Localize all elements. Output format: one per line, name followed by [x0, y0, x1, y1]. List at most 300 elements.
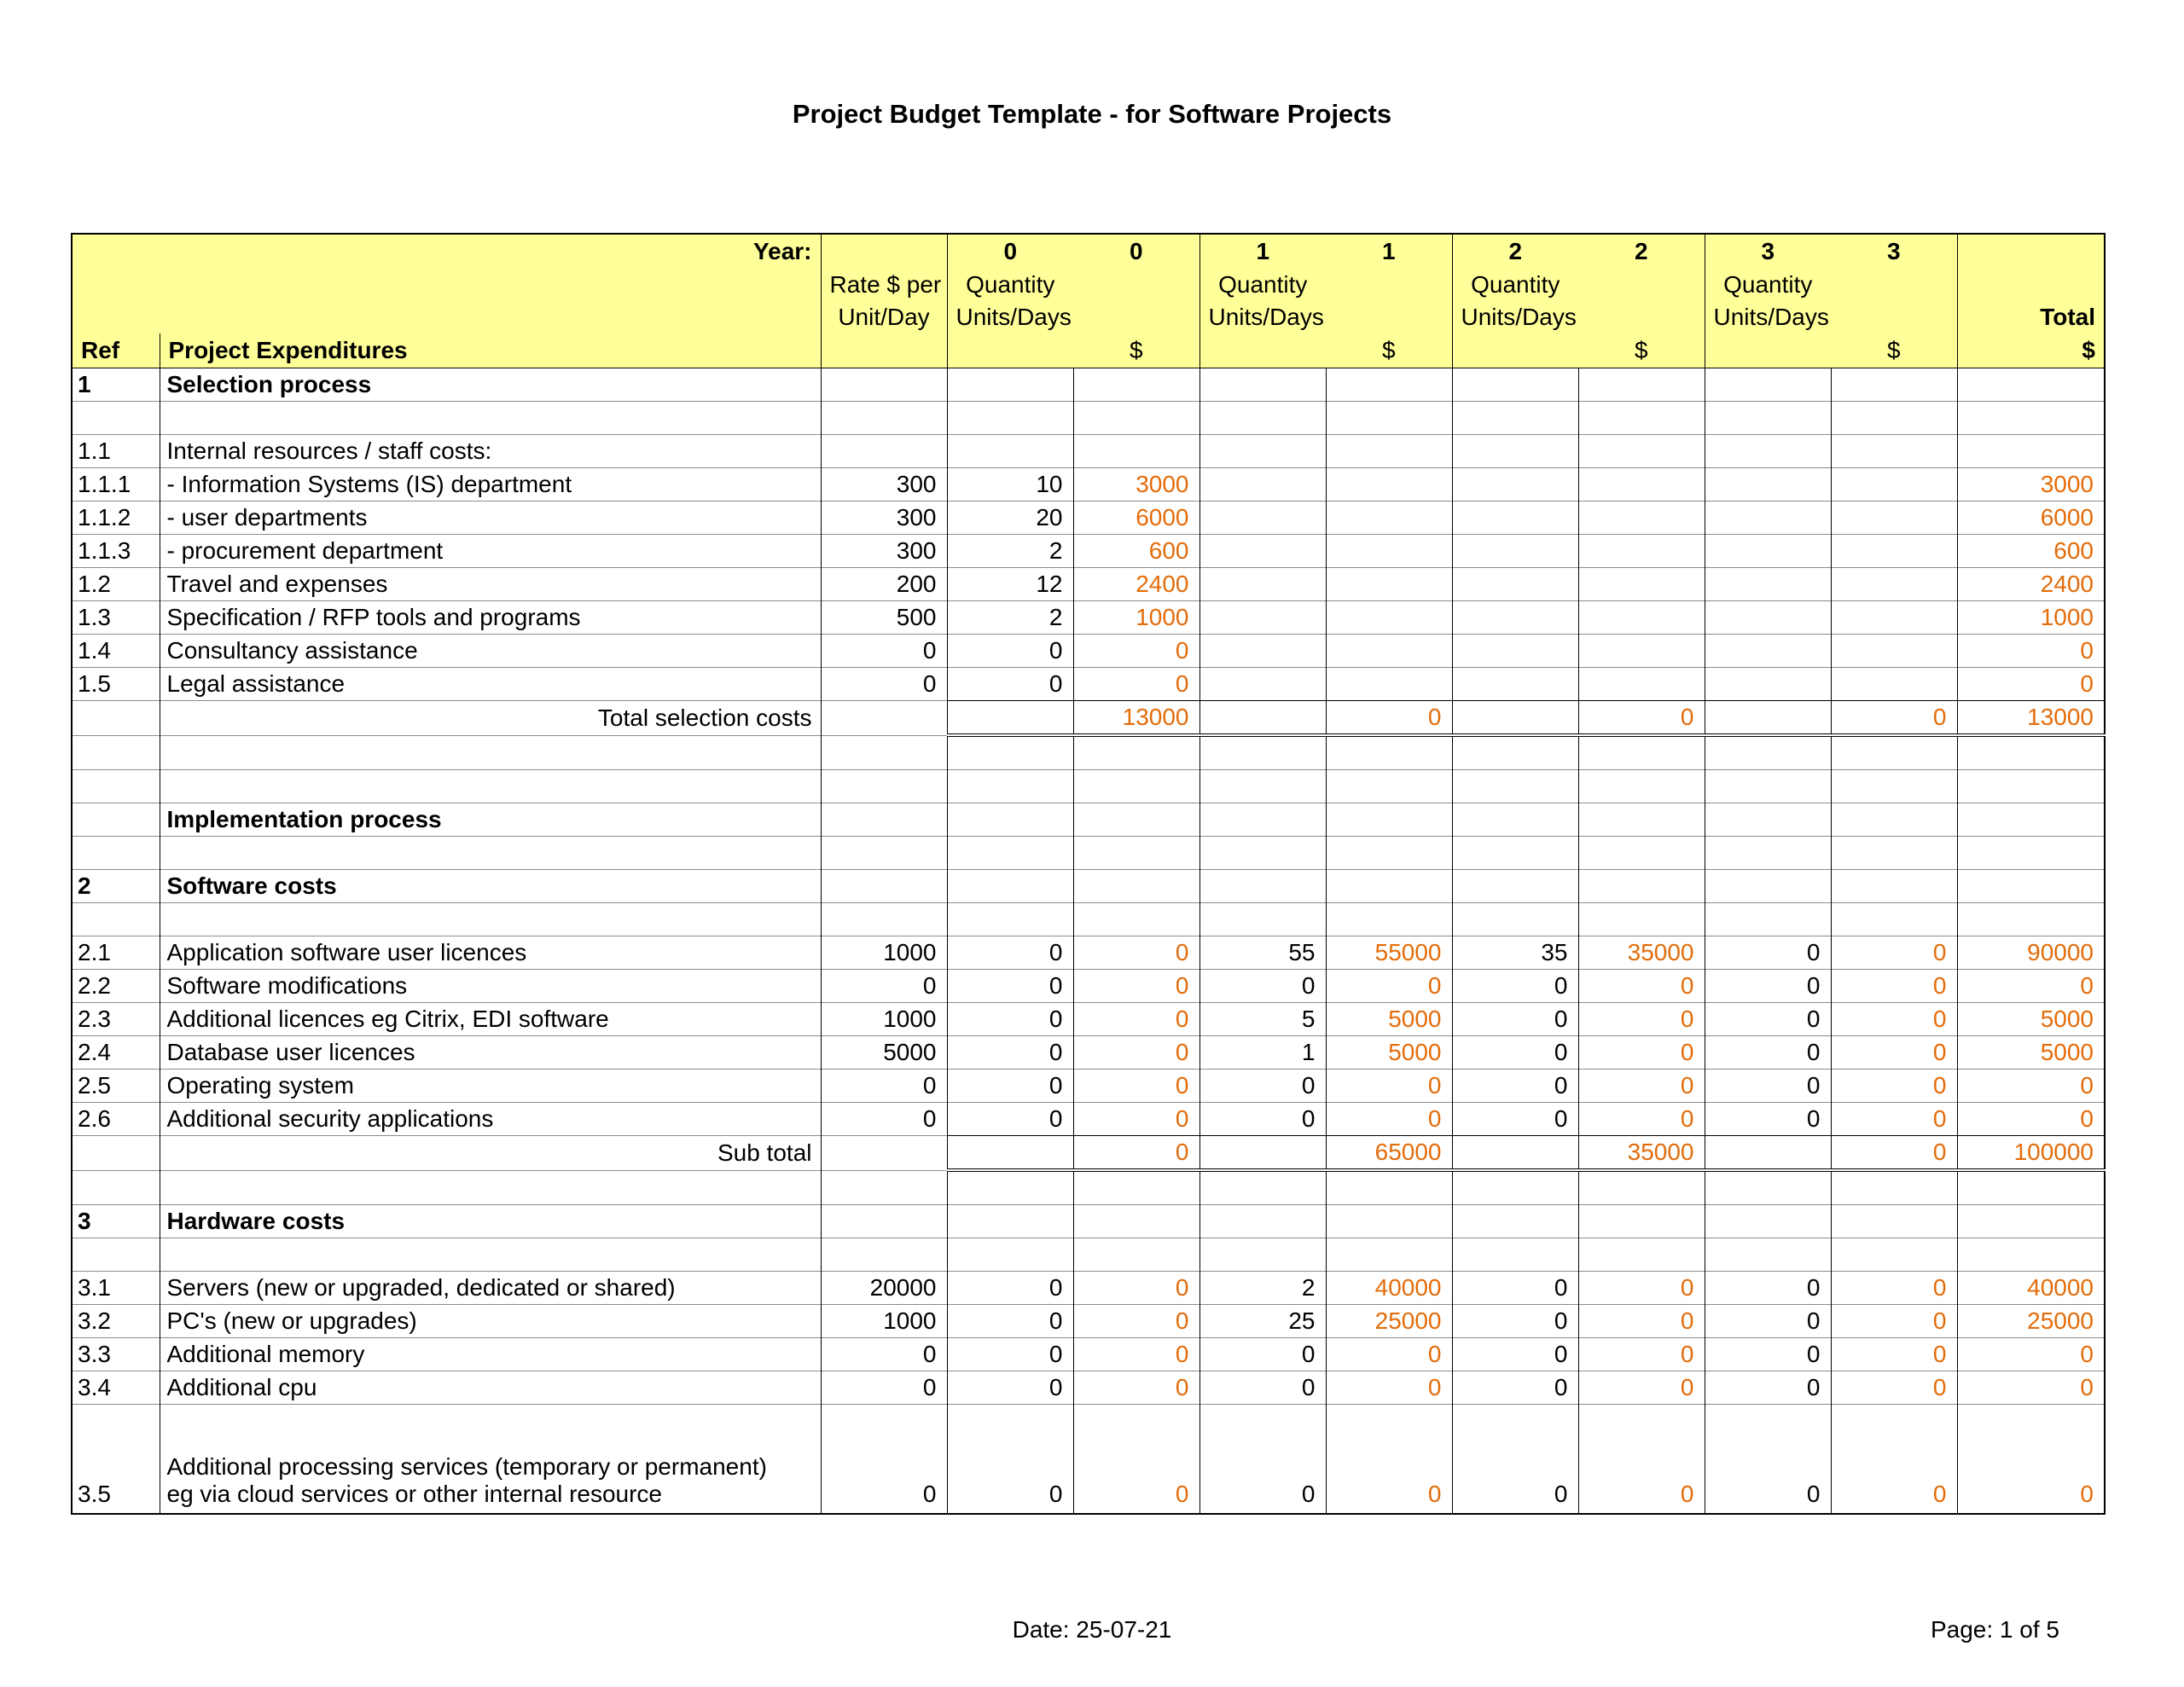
qty-cell: 0: [947, 635, 1073, 668]
amount-cell: [1831, 770, 1957, 803]
total-cell: [1957, 1170, 2105, 1205]
total-dollar-header: $: [1957, 333, 2105, 368]
amount-cell: [1831, 903, 1957, 936]
units-days-header: Units/Days: [1705, 301, 1831, 333]
year-3: 3: [1705, 234, 1831, 269]
qty-cell: 2: [947, 535, 1073, 568]
qty-cell: [1452, 803, 1578, 837]
amount-cell: 3000: [1073, 468, 1199, 501]
qty-cell: 55: [1199, 936, 1326, 970]
header-row-rate-qty: [72, 269, 2105, 301]
rate-cell: [821, 837, 947, 870]
row-ref: [72, 803, 160, 837]
header-spacer: [1073, 269, 1199, 301]
amount-cell: 0: [1073, 1338, 1199, 1371]
amount-cell: [1831, 601, 1957, 635]
total-cell: 2400: [1957, 568, 2105, 601]
total-cell: [1957, 837, 2105, 870]
row-name: Operating system: [160, 1070, 821, 1103]
qty-cell: 0: [1705, 1338, 1831, 1371]
amount-cell: 0: [1073, 1371, 1199, 1405]
amount-cell: [1326, 803, 1452, 837]
amount-cell: [1831, 468, 1957, 501]
qty-cell: 0: [1452, 970, 1578, 1003]
qty-cell: 0: [1452, 1103, 1578, 1136]
amount-cell: 0: [1578, 1103, 1705, 1136]
qty-cell: [947, 735, 1073, 770]
row-ref: 1.2: [72, 568, 160, 601]
row-ref: 3.5: [72, 1405, 160, 1515]
amount-cell: 5000: [1326, 1003, 1452, 1036]
table-row: [72, 701, 2105, 736]
amount-cell: [1578, 668, 1705, 701]
qty-cell: [1199, 903, 1326, 936]
table-row: [72, 601, 2105, 635]
amount-cell: [1578, 1205, 1705, 1238]
total-cell: 5000: [1957, 1036, 2105, 1070]
amount-cell: [1578, 501, 1705, 535]
qty-cell: 0: [947, 1305, 1073, 1338]
qty-cell: 0: [1705, 936, 1831, 970]
amount-cell: [1326, 568, 1452, 601]
amount-cell: 0: [1831, 1305, 1957, 1338]
qty-cell: 2: [1199, 1272, 1326, 1305]
rate-header: Rate $ per: [821, 269, 947, 301]
qty-cell: 0: [1452, 1003, 1578, 1036]
year-2: 2: [1578, 234, 1705, 269]
budget-table-header: [72, 234, 2105, 368]
amount-cell: [1578, 568, 1705, 601]
header-row-ref: [72, 333, 2105, 368]
qty-cell: [1705, 668, 1831, 701]
amount-cell: [1073, 735, 1199, 770]
amount-cell: 13000: [1073, 701, 1199, 736]
qty-cell: [1705, 870, 1831, 903]
qty-cell: 0: [1199, 970, 1326, 1003]
qty-cell: [1705, 601, 1831, 635]
header-spacer: [821, 333, 947, 368]
row-ref: 3.1: [72, 1272, 160, 1305]
rate-cell: 1000: [821, 1305, 947, 1338]
qty-cell: [1199, 770, 1326, 803]
amount-cell: [1578, 535, 1705, 568]
table-row: [72, 735, 2105, 770]
row-ref: 1.1: [72, 435, 160, 468]
qty-cell: [1452, 501, 1578, 535]
total-cell: 40000: [1957, 1272, 2105, 1305]
amount-cell: [1831, 435, 1957, 468]
row-name: Database user licences: [160, 1036, 821, 1070]
total-cell: 0: [1957, 668, 2105, 701]
row-name: Application software user licences: [160, 936, 821, 970]
amount-cell: 0: [1831, 1272, 1957, 1305]
amount-cell: 0: [1578, 970, 1705, 1003]
amount-cell: [1831, 568, 1957, 601]
year-1: 1: [1326, 234, 1452, 269]
amount-cell: [1073, 402, 1199, 435]
amount-cell: [1326, 770, 1452, 803]
row-name: Additional cpu: [160, 1371, 821, 1405]
rate-cell: 300: [821, 535, 947, 568]
amount-cell: 25000: [1326, 1305, 1452, 1338]
qty-cell: [1452, 368, 1578, 402]
qty-cell: [1705, 701, 1831, 736]
amount-cell: [1578, 870, 1705, 903]
rate-cell: [821, 903, 947, 936]
row-ref: 1.4: [72, 635, 160, 668]
qty-cell: [1705, 1136, 1831, 1171]
header-spacer: [1199, 333, 1326, 368]
header-spacer: [1705, 333, 1831, 368]
qty-cell: [1705, 535, 1831, 568]
table-row: [72, 568, 2105, 601]
page-title: Project Budget Template - for Software Projects: [792, 99, 1392, 129]
row-ref: 1.1.3: [72, 535, 160, 568]
qty-cell: 0: [947, 1070, 1073, 1103]
qty-cell: [1452, 402, 1578, 435]
table-row: [72, 368, 2105, 402]
table-row: [72, 803, 2105, 837]
qty-cell: [1199, 402, 1326, 435]
dollar-header: $: [1073, 333, 1199, 368]
qty-cell: 0: [947, 1003, 1073, 1036]
row-name: Selection process: [160, 368, 821, 402]
qty-cell: [947, 1170, 1073, 1205]
qty-cell: 0: [1452, 1338, 1578, 1371]
row-name: Additional processing services (temporary or permanent) eg via cloud services or other internal resource: [160, 1405, 821, 1515]
amount-cell: 0: [1073, 936, 1199, 970]
qty-cell: [1199, 870, 1326, 903]
qty-cell: 0: [1705, 1305, 1831, 1338]
row-ref: 1.1.1: [72, 468, 160, 501]
footer-date: Date: 25-07-21: [1012, 1616, 1172, 1643]
row-ref: 2.5: [72, 1070, 160, 1103]
amount-cell: 0: [1326, 1338, 1452, 1371]
qty-cell: [1452, 568, 1578, 601]
amount-cell: 6000: [1073, 501, 1199, 535]
qty-cell: 0: [1199, 1371, 1326, 1405]
amount-cell: 0: [1578, 1036, 1705, 1070]
amount-cell: [1578, 402, 1705, 435]
qty-cell: 0: [1705, 1405, 1831, 1515]
total-cell: 0: [1957, 1371, 2105, 1405]
header-spacer: [1831, 301, 1957, 333]
amount-cell: 0: [1326, 1405, 1452, 1515]
qty-cell: 1: [1199, 1036, 1326, 1070]
qty-cell: 5: [1199, 1003, 1326, 1036]
table-row: [72, 535, 2105, 568]
row-ref: [72, 735, 160, 770]
amount-cell: [1831, 735, 1957, 770]
row-ref: 1.1.2: [72, 501, 160, 535]
qty-cell: [1199, 635, 1326, 668]
row-name: PC's (new or upgrades): [160, 1305, 821, 1338]
amount-cell: [1073, 1238, 1199, 1272]
amount-cell: [1326, 601, 1452, 635]
amount-cell: 0: [1578, 1371, 1705, 1405]
header-spacer: [1957, 269, 2105, 301]
total-cell: [1957, 770, 2105, 803]
qty-cell: [1452, 870, 1578, 903]
rate-cell: 20000: [821, 1272, 947, 1305]
budget-table-body: [72, 368, 2105, 1515]
header-spacer: [821, 234, 947, 269]
expenditures-header: Project Expenditures: [160, 333, 821, 368]
amount-cell: 0: [1831, 1371, 1957, 1405]
amount-cell: [1326, 1238, 1452, 1272]
table-row: [72, 1103, 2105, 1136]
qty-cell: [1199, 601, 1326, 635]
row-name: Software costs: [160, 870, 821, 903]
total-cell: 0: [1957, 1103, 2105, 1136]
rate-cell: [821, 870, 947, 903]
qty-cell: [947, 1136, 1073, 1171]
qty-cell: 0: [947, 1371, 1073, 1405]
qty-cell: 10: [947, 468, 1073, 501]
row-name: [160, 903, 821, 936]
qty-cell: [1199, 535, 1326, 568]
rate-cell: 0: [821, 668, 947, 701]
row-name: Travel and expenses: [160, 568, 821, 601]
amount-cell: [1326, 870, 1452, 903]
row-ref: [72, 1170, 160, 1205]
row-ref: 2.6: [72, 1103, 160, 1136]
table-row: [72, 501, 2105, 535]
qty-cell: [1705, 568, 1831, 601]
rate-cell: [821, 735, 947, 770]
qty-cell: [1705, 803, 1831, 837]
total-cell: 13000: [1957, 701, 2105, 736]
total-cell: 5000: [1957, 1003, 2105, 1036]
row-name: Consultancy assistance: [160, 635, 821, 668]
header-spacer: [1326, 269, 1452, 301]
rate-cell: 500: [821, 601, 947, 635]
table-row: [72, 870, 2105, 903]
total-cell: [1957, 803, 2105, 837]
rate-cell: [821, 435, 947, 468]
qty-cell: [1705, 837, 1831, 870]
rate-cell: 300: [821, 501, 947, 535]
amount-cell: 0: [1073, 635, 1199, 668]
amount-cell: [1326, 468, 1452, 501]
qty-cell: [1199, 1136, 1326, 1171]
amount-cell: [1831, 668, 1957, 701]
quantity-header: Quantity: [1452, 269, 1578, 301]
amount-cell: 0: [1073, 668, 1199, 701]
amount-cell: 0: [1073, 1103, 1199, 1136]
amount-cell: [1578, 735, 1705, 770]
qty-cell: [1199, 735, 1326, 770]
qty-cell: [1452, 601, 1578, 635]
qty-cell: 0: [947, 970, 1073, 1003]
row-name: - Information Systems (IS) department: [160, 468, 821, 501]
rate-cell: 0: [821, 970, 947, 1003]
quantity-header: Quantity: [1199, 269, 1326, 301]
qty-cell: [1199, 501, 1326, 535]
header-spacer: [1578, 301, 1705, 333]
total-cell: 0: [1957, 635, 2105, 668]
amount-cell: 0: [1073, 1036, 1199, 1070]
table-row: [72, 1338, 2105, 1371]
rate-cell: [821, 368, 947, 402]
rate-cell: 0: [821, 1338, 947, 1371]
qty-cell: [1705, 770, 1831, 803]
amount-cell: [1831, 870, 1957, 903]
qty-cell: [1199, 1238, 1326, 1272]
amount-cell: 0: [1831, 1036, 1957, 1070]
amount-cell: [1073, 1170, 1199, 1205]
header-row-units: [72, 301, 2105, 333]
rate-cell: 5000: [821, 1036, 947, 1070]
rate-cell: 0: [821, 1103, 947, 1136]
quantity-header: Quantity: [1705, 269, 1831, 301]
row-ref: [72, 701, 160, 736]
amount-cell: [1831, 501, 1957, 535]
total-cell: 90000: [1957, 936, 2105, 970]
amount-cell: [1326, 837, 1452, 870]
year-1: 1: [1199, 234, 1326, 269]
table-row: [72, 903, 2105, 936]
amount-cell: 35000: [1578, 1136, 1705, 1171]
qty-cell: [1199, 568, 1326, 601]
amount-cell: [1578, 368, 1705, 402]
qty-cell: 0: [1705, 1103, 1831, 1136]
amount-cell: 0: [1831, 936, 1957, 970]
qty-cell: 0: [947, 1103, 1073, 1136]
qty-cell: [947, 837, 1073, 870]
table-row: [72, 1070, 2105, 1103]
amount-cell: 0: [1831, 1338, 1957, 1371]
qty-cell: 35: [1452, 936, 1578, 970]
amount-cell: [1326, 735, 1452, 770]
qty-cell: 0: [947, 1272, 1073, 1305]
rate-cell: [821, 1136, 947, 1171]
table-row: [72, 1170, 2105, 1205]
qty-cell: [1452, 668, 1578, 701]
amount-cell: [1578, 1170, 1705, 1205]
amount-cell: 0: [1073, 1003, 1199, 1036]
unit-day-header: Unit/Day: [821, 301, 947, 333]
rate-cell: [821, 1238, 947, 1272]
amount-cell: [1073, 435, 1199, 468]
qty-cell: [947, 701, 1073, 736]
total-cell: [1957, 870, 2105, 903]
ref-header: Ref: [72, 333, 160, 368]
rate-cell: [821, 770, 947, 803]
qty-cell: 0: [1452, 1036, 1578, 1070]
rate-cell: 300: [821, 468, 947, 501]
qty-cell: [947, 1238, 1073, 1272]
rate-cell: [821, 402, 947, 435]
qty-cell: [1452, 1136, 1578, 1171]
amount-cell: [1073, 837, 1199, 870]
amount-cell: 0: [1326, 970, 1452, 1003]
qty-cell: [1452, 1205, 1578, 1238]
row-name: Internal resources / staff costs:: [160, 435, 821, 468]
row-name: [160, 735, 821, 770]
row-name: Additional security applications: [160, 1103, 821, 1136]
row-name: [160, 837, 821, 870]
year-label: Year:: [72, 234, 821, 269]
row-ref: [72, 1238, 160, 1272]
rate-cell: 0: [821, 1070, 947, 1103]
amount-cell: [1578, 1238, 1705, 1272]
row-ref: [72, 402, 160, 435]
header-spacer: [1326, 301, 1452, 333]
amount-cell: [1326, 668, 1452, 701]
table-row: [72, 402, 2105, 435]
qty-cell: 0: [1705, 1371, 1831, 1405]
table-row: [72, 1136, 2105, 1171]
qty-cell: [1199, 837, 1326, 870]
row-name: Specification / RFP tools and programs: [160, 601, 821, 635]
table-row: [72, 1272, 2105, 1305]
amount-cell: 0: [1073, 1136, 1199, 1171]
row-ref: 2.1: [72, 936, 160, 970]
qty-cell: [1452, 701, 1578, 736]
row-name: Additional memory: [160, 1338, 821, 1371]
amount-cell: 0: [1578, 1405, 1705, 1515]
row-ref: 3: [72, 1205, 160, 1238]
table-row: [72, 1305, 2105, 1338]
amount-cell: 0: [1073, 1305, 1199, 1338]
row-name: Legal assistance: [160, 668, 821, 701]
table-row: [72, 1371, 2105, 1405]
amount-cell: 0: [1326, 1103, 1452, 1136]
total-cell: [1957, 735, 2105, 770]
qty-cell: 0: [1199, 1338, 1326, 1371]
qty-cell: 0: [1452, 1371, 1578, 1405]
table-row: [72, 635, 2105, 668]
total-cell: 0: [1957, 970, 2105, 1003]
qty-cell: [1452, 1170, 1578, 1205]
row-ref: 1: [72, 368, 160, 402]
amount-cell: [1831, 803, 1957, 837]
amount-cell: [1578, 837, 1705, 870]
amount-cell: 0: [1578, 1003, 1705, 1036]
row-ref: 3.2: [72, 1305, 160, 1338]
table-row: [72, 770, 2105, 803]
amount-cell: [1073, 770, 1199, 803]
qty-cell: [1452, 735, 1578, 770]
row-name: - procurement department: [160, 535, 821, 568]
qty-cell: [1452, 535, 1578, 568]
qty-cell: [1705, 1205, 1831, 1238]
amount-cell: 0: [1326, 1371, 1452, 1405]
table-row: [72, 668, 2105, 701]
header-spacer: [1578, 269, 1705, 301]
total-cell: 0: [1957, 1338, 2105, 1371]
qty-cell: 0: [1452, 1405, 1578, 1515]
amount-cell: [1326, 535, 1452, 568]
rate-cell: [821, 1205, 947, 1238]
qty-cell: [1705, 468, 1831, 501]
amount-cell: 0: [1326, 1070, 1452, 1103]
total-cell: [1957, 1238, 2105, 1272]
amount-cell: [1831, 1238, 1957, 1272]
amount-cell: [1073, 368, 1199, 402]
total-label: Total selection costs: [160, 701, 821, 736]
row-name: [160, 1170, 821, 1205]
row-name: Implementation process: [160, 803, 821, 837]
qty-cell: [1199, 1205, 1326, 1238]
dollar-header: $: [1831, 333, 1957, 368]
row-name: Additional licences eg Citrix, EDI software: [160, 1003, 821, 1036]
header-spacer: [1452, 333, 1578, 368]
row-name: [160, 402, 821, 435]
qty-cell: [1199, 468, 1326, 501]
qty-cell: 0: [947, 1405, 1073, 1515]
